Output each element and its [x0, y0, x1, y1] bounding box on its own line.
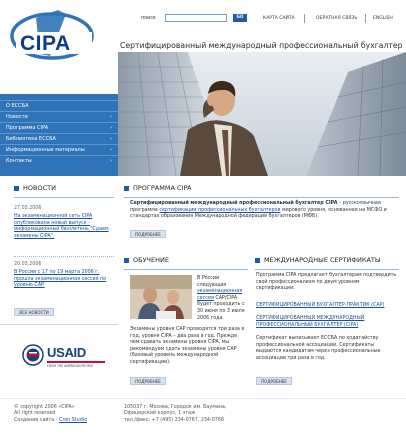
square-bullet-icon	[124, 258, 129, 263]
news-date: 20.03.2006	[14, 262, 42, 267]
certificate-cipa-link-text[interactable]: СЕРТИФИЦИРОВАННЫЙ МЕЖДУНАРОДНЫЙ ПРОФЕССИОНАЛЬНЫЙ БУХГАЛТЕР (CIPA)	[256, 316, 365, 328]
certificates-title: МЕЖДУНАРОДНЫЕ СЕРТИФИКАТЫ	[264, 256, 381, 264]
chevron-right-icon: ›	[110, 147, 112, 153]
usaid-logo[interactable]	[20, 342, 110, 374]
rights-text: All right reserved	[14, 411, 56, 417]
news-item-link[interactable]: На экзаменационной сеть CIPA опубликована новый выпуск - информационный бюллетень "Сдаем экзамены CIPA".	[14, 214, 109, 239]
sitemap-link[interactable]: КАРТА САЙТА	[263, 16, 295, 21]
chevron-right-icon: ›	[110, 125, 112, 131]
education-image	[130, 275, 192, 319]
divider	[255, 269, 399, 270]
sidebar-item-info[interactable]	[0, 144, 118, 155]
square-bullet-icon	[14, 186, 19, 191]
education-session-text	[197, 276, 247, 322]
made-by-label: Создание сайта -	[14, 417, 60, 423]
address-line: Офицерский корпус, 1 этаж	[124, 411, 196, 417]
english-link[interactable]: ENGLISH	[373, 16, 393, 21]
cipa-logo[interactable]	[6, 8, 100, 70]
program-description	[130, 201, 394, 221]
usaid-tagline: FROM THE AMERICAN PEOPLE	[47, 364, 94, 368]
program-certification-link[interactable]: сертификации профессиональных бухгалтеров	[159, 207, 281, 213]
phone-line: тел./факс: +7 (495) 234-0767, 234-0768	[124, 417, 224, 423]
sidebar-item-contacts[interactable]	[0, 155, 118, 166]
education-text: CAP/CIPA будет проходить с 30 июня по 3 июля 2006 года	[197, 295, 245, 321]
program-heading	[124, 182, 399, 196]
education-title: ОБУЧЕНИЕ	[133, 256, 169, 264]
program-more-button[interactable]: ПОДРОБНЕЕ	[130, 230, 166, 238]
divider	[124, 269, 248, 270]
program-title: ПРОГРАММА CIPA	[133, 184, 192, 192]
sidebar-item-news[interactable]	[0, 111, 118, 122]
sidebar-item-label: Библиотека ЕССБА	[6, 136, 56, 142]
cron-studio-link[interactable]: Cron Studio	[59, 417, 88, 423]
certificates-intro: Программа CIPA предлагает бухгалтерам подтвердить свой профессионализм по двум уровням сертификации:	[256, 273, 397, 292]
certificate-cap-link[interactable]	[256, 303, 398, 310]
divider	[14, 256, 114, 257]
news-date: 27.03.2006	[14, 206, 42, 211]
exam-session-link[interactable]: экзаменационная сессия	[197, 289, 243, 301]
education-exams-text: Экзамены уровня CAP проводятся три раза в год, уровня CIPA – два раза в год. Прежде чем сдавать экзамены уровня CIPA, мы рекомендуем сдать экзамены уровня CAP (базовый уровень международной сертификации).	[130, 327, 245, 365]
divider	[47, 361, 105, 363]
sidebar-menu	[0, 94, 118, 176]
footer-divider	[0, 398, 406, 399]
search-go-button[interactable]: GO	[233, 14, 247, 22]
sidebar-item-label: Новости	[6, 114, 28, 120]
news-title: НОВОСТИ	[23, 184, 56, 192]
hero-image	[118, 52, 406, 176]
top-divider	[304, 14, 305, 23]
search-label: поиск	[141, 16, 156, 21]
footer-copyright	[14, 405, 118, 424]
certificates-more-button[interactable]: ПОДРОБНЕЕ	[256, 377, 292, 385]
made-by	[14, 418, 118, 424]
sidebar-item-library[interactable]	[0, 133, 118, 144]
square-bullet-icon	[124, 186, 129, 191]
square-bullet-icon	[255, 258, 260, 263]
certificate-cipa-link[interactable]	[256, 316, 398, 329]
divider	[14, 197, 114, 198]
certificate-cap-link-text[interactable]: СЕРТИФИЦИРОВАННЫЙ БУХГАЛТЕР-ПРАКТИК (CAP)	[256, 303, 385, 308]
sidebar-item-label: Информационные материалы	[6, 147, 85, 153]
education-heading	[124, 254, 248, 268]
chevron-right-icon: ›	[110, 158, 112, 164]
sidebar-item-program[interactable]	[0, 122, 118, 133]
page-title: Сертифицированный международный профессиональный бухгалтер	[120, 41, 403, 50]
top-divider	[365, 14, 366, 23]
news-item-link[interactable]: В России с 17 по 19 марта 2006 г. прошла экзаменационная сессия по уровню CAP.	[14, 270, 107, 288]
address-line: 105037 г. Москва, Городок им. Баумана,	[124, 405, 227, 410]
search-input[interactable]	[165, 14, 227, 22]
copyright-text: © copyright 2006 «CIPA»	[14, 405, 75, 410]
program-bold-text: Сертифицированный международный профессиональный бухгалтер CIPA	[130, 201, 338, 206]
sidebar-item-label: Контакты	[6, 158, 32, 164]
sidebar-item-about[interactable]	[0, 100, 118, 111]
cipa-logo-text: CIPA	[20, 32, 71, 55]
all-news-button[interactable]: ВСЕ НОВОСТИ	[14, 308, 54, 316]
footer-address	[124, 405, 304, 424]
education-text: В России следующая	[197, 276, 227, 288]
usaid-name: USAID	[47, 345, 86, 360]
news-heading	[14, 182, 114, 196]
program-text: мирового уровня, основанная на МСФО и стандартах образования Международной федерации бухгалтеров (МФБ).	[130, 207, 387, 220]
usaid-seal-icon	[22, 344, 44, 366]
chevron-right-icon: ›	[110, 136, 112, 142]
certificates-text: Сертификат выписывает ЕССБА по ходатайству профессиональной ассоциации. Сертификаты выдаются кандидатам через профессиональные ассоциации три раза в год.	[256, 336, 381, 361]
feedback-link[interactable]: ОБРАТНАЯ СВЯЗЬ	[316, 16, 358, 21]
divider	[124, 197, 399, 198]
divider	[0, 324, 118, 325]
sidebar-item-label: О ЕССБА	[6, 103, 29, 109]
chevron-right-icon: ›	[110, 114, 112, 120]
certificates-heading	[255, 254, 399, 268]
program-text: – русскоязычная программа	[130, 201, 381, 213]
education-more-button[interactable]: ПОДРОБНЕЕ	[130, 377, 166, 385]
sidebar-item-label: Программа CIPA	[6, 125, 49, 131]
